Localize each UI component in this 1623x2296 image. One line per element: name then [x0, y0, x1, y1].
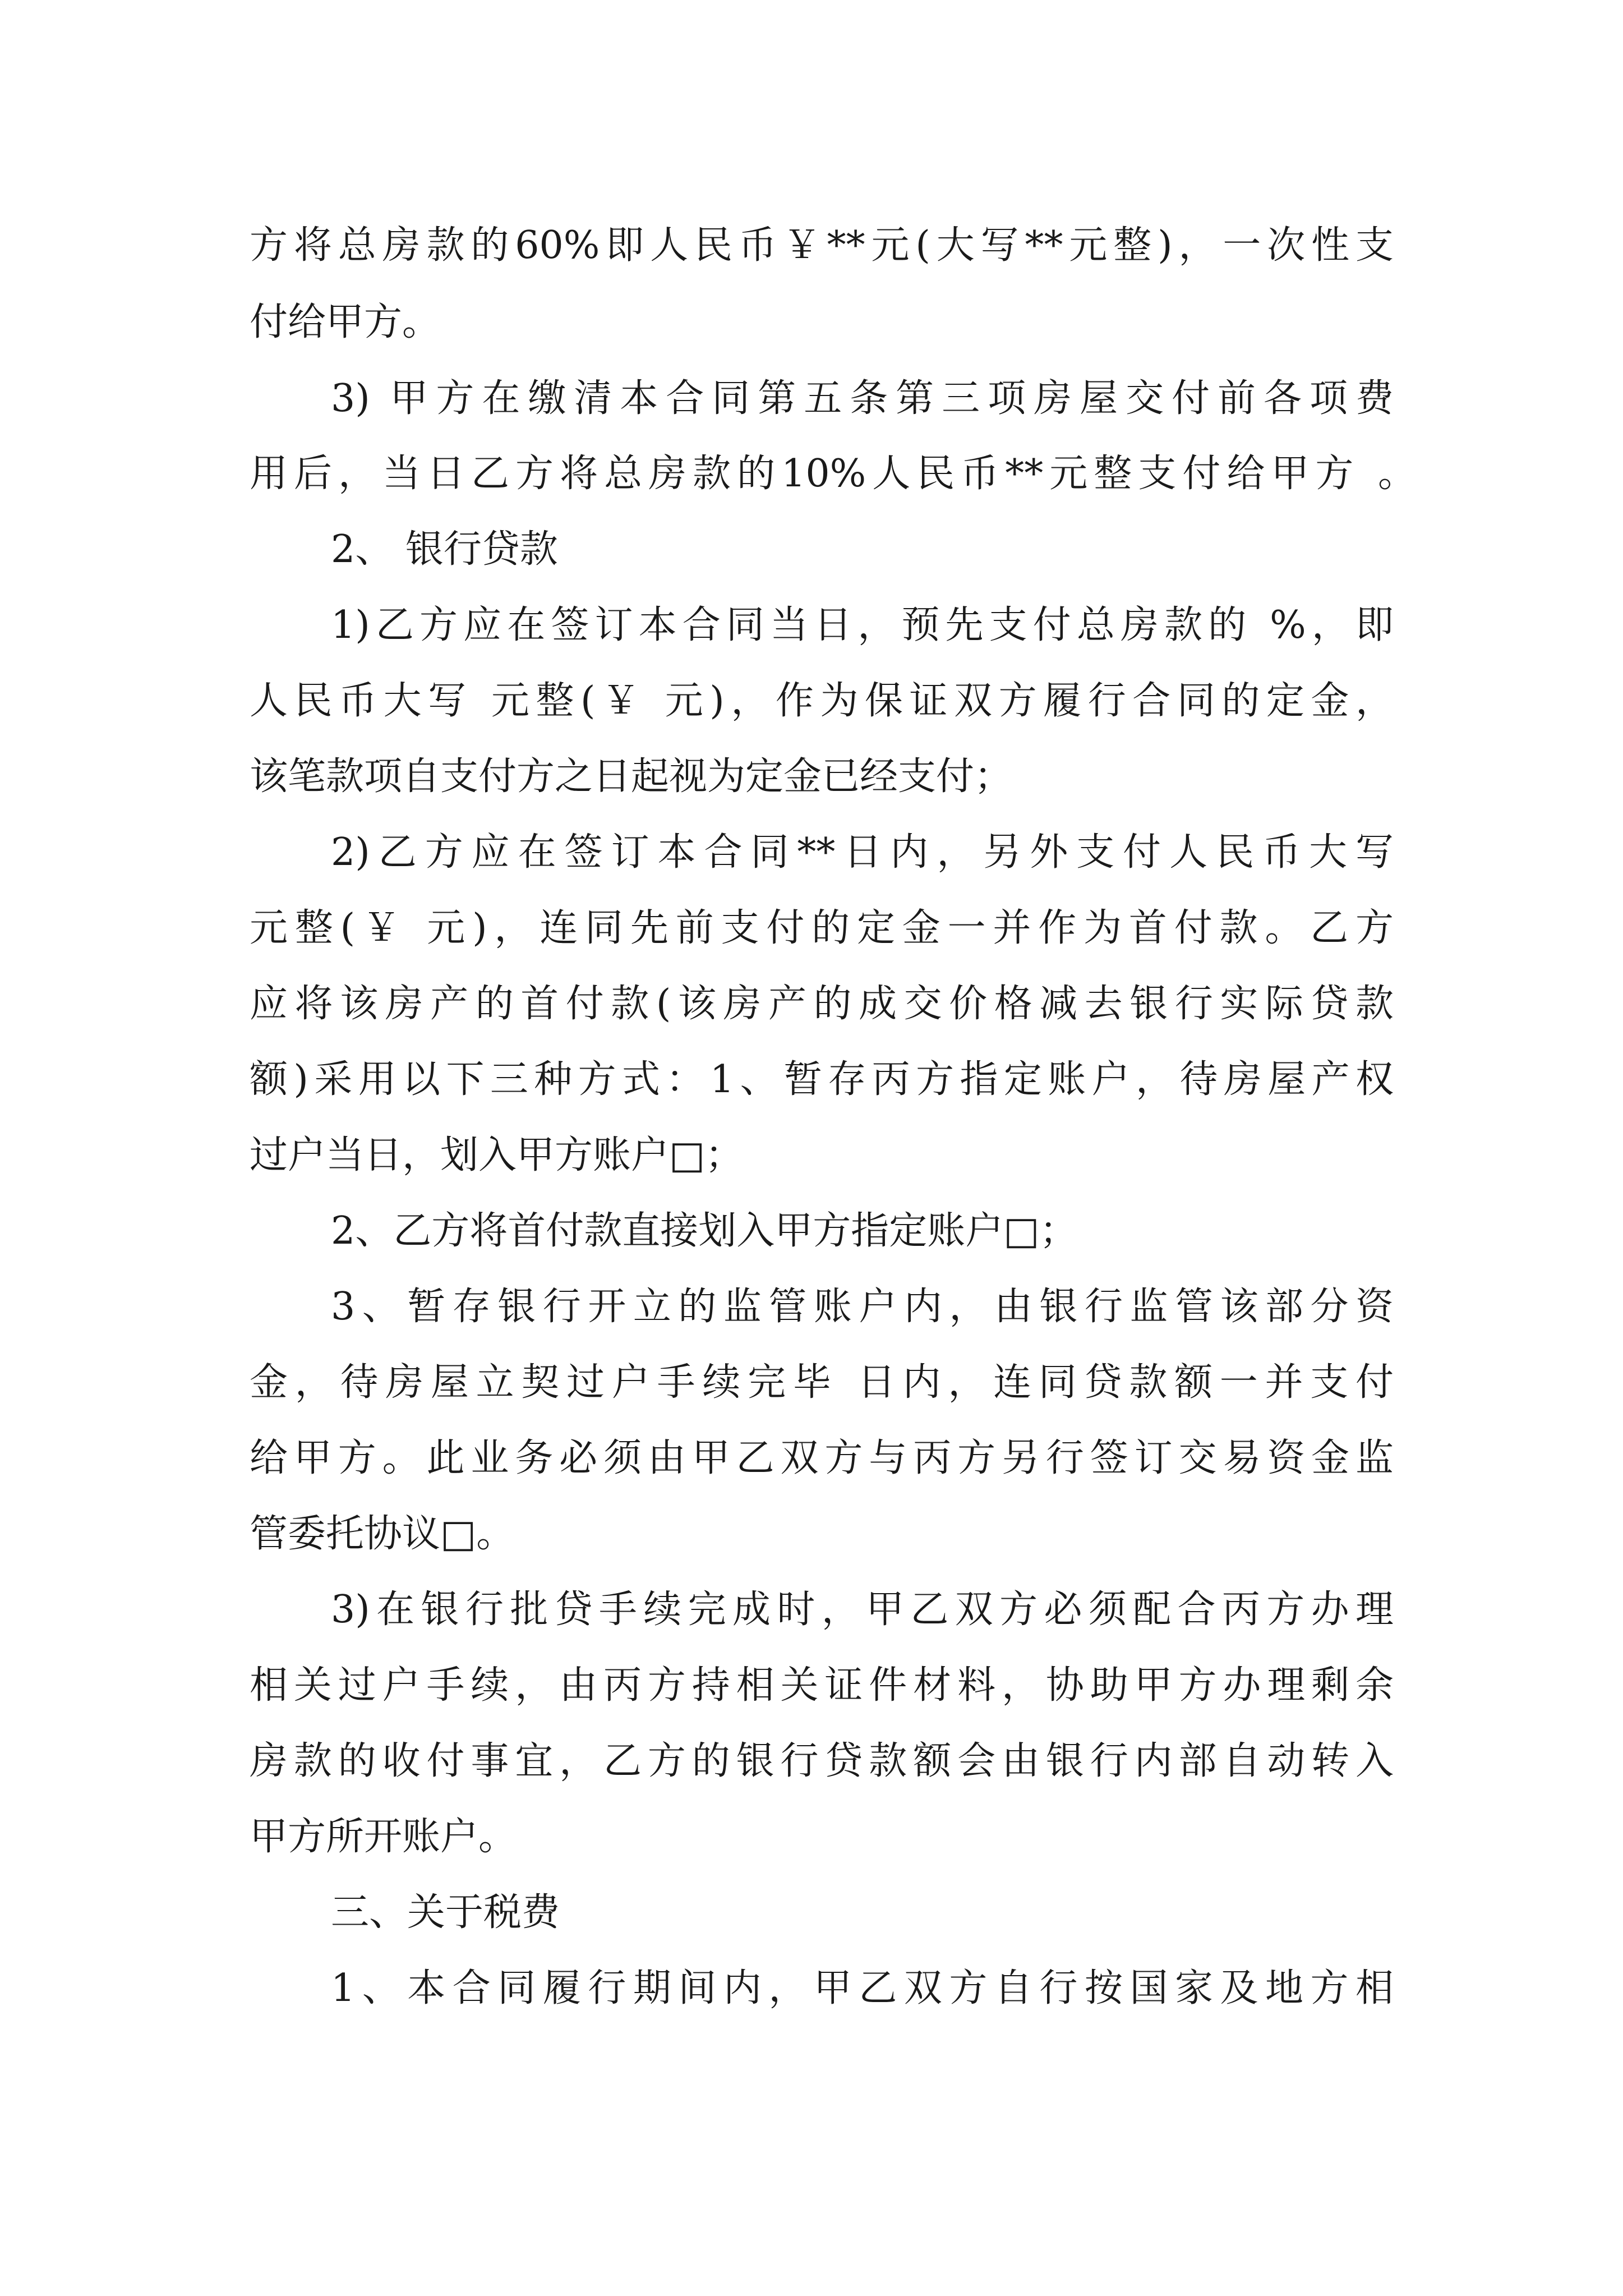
- text-line: 人民币大写 元整(￥ 元)，作为保证双方履行合同的定金，: [250, 679, 1394, 723]
- text-line: 额)采用以下三种方式：1、暂存丙方指定账户，待房屋产权: [250, 1057, 1394, 1102]
- text-line: 该笔款项自支付方之日起视为定金已经支付；: [250, 754, 1013, 799]
- text-line: 1)乙方应在签订本合同当日，预先支付总房款的 %，即: [331, 603, 1394, 647]
- text-line: 管委托协议□。: [250, 1512, 515, 1556]
- text-line: 相关过户手续，由丙方持相关证件材料，协助甲方办理剩余: [250, 1663, 1394, 1708]
- text-line: 1、本合同履行期间内，甲乙双方自行按国家及地方相: [331, 1966, 1394, 2010]
- text-line: 元整(￥ 元)，连同先前支付的定金一并作为首付款。乙方: [250, 906, 1394, 950]
- section-heading: 2、 银行贷款: [331, 527, 558, 572]
- text-line: 甲方所开账户。: [250, 1815, 517, 1859]
- text-line: 过户当日，划入甲方账户□；: [250, 1133, 744, 1177]
- text-line: 3、暂存银行开立的监管账户内，由银行监管该部分资: [331, 1285, 1394, 1329]
- text-line: 3)在银行批贷手续完成时，甲乙双方必须配合丙方办理: [331, 1588, 1394, 1632]
- text-line: 2)乙方应在签订本合同**日内，另外支付人民币大写: [331, 830, 1394, 875]
- text-line: 给甲方。此业务必须由甲乙双方与丙方另行签订交易资金监: [250, 1436, 1394, 1480]
- text-line: 2、乙方将首付款直接划入甲方指定账户□；: [331, 1209, 1078, 1253]
- text-line: 用后，当日乙方将总房款的10%人民币**元整支付给甲方 。: [250, 452, 1416, 496]
- text-line: 应将该房产的首付款(该房产的成交价格减去银行实际贷款: [250, 982, 1394, 1026]
- section-heading: 三、关于税费: [331, 1890, 560, 1935]
- text-line: 金，待房屋立契过户手续完毕 日内，连同贷款额一并支付: [250, 1360, 1394, 1405]
- text-line: 付给甲方。: [250, 300, 441, 344]
- text-line: 房款的收付事宜，乙方的银行贷款额会由银行内部自动转入: [250, 1739, 1394, 1783]
- text-line: 方将总房款的60%即人民币￥**元(大写**元整)，一次性支: [250, 223, 1394, 268]
- text-line: 3) 甲方在缴清本合同第五条第三项房屋交付前各项费: [331, 376, 1394, 421]
